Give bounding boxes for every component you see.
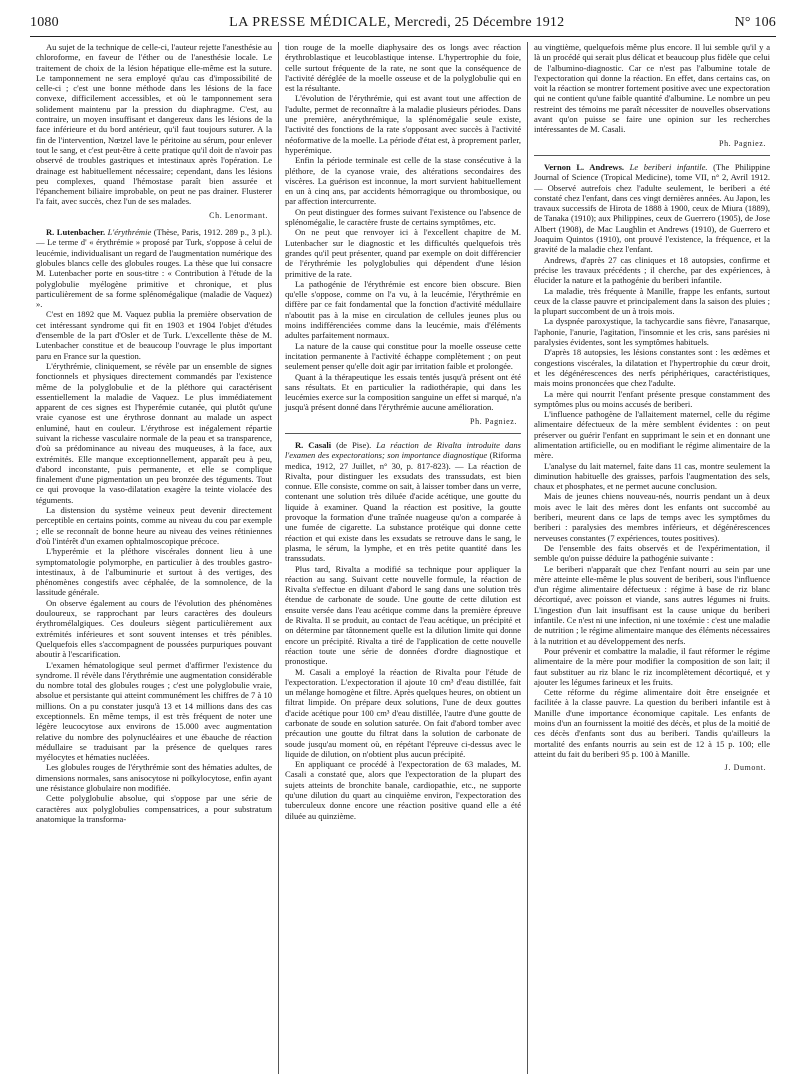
columns <box>30 42 776 1074</box>
paragraph: Cette réforme du régime alimentaire doit être enseignée et facilitée à la classe pauvre. La question du beriberi infantile est à Manille d'une importance économique capitale. Les enfants de moins d'un an fournissent la moitié des décès, et plus de la moitié de ces décès d'enfants sont dus au beriberi. Tandis qu'ailleurs la mortalité des enfants nourris au sein est de 12 à 15 p. 100; elle atteint du fait du beriberi 95 p. 100 à Manille. <box>534 687 770 759</box>
signature: Ph. Pagniez. <box>719 138 766 148</box>
review-text: — La réaction de Rivalta, pour distinguer les exsudats des transsudats, est bien connue. Elle consiste, comme on sait, à laisser tomber dans un verre, contenant une solution très diluée d'acide acétique, une goutte du liquide à examiner. Quand la réaction est positive, la goutte provoque la formation d'une traînée nuageuse qu'on a comparée à une fumée de cigarette. La substance protéique qui donne cette réaction et qui existe dans les exsudats se retrouve dans le sang, le plasma, le sérum, la lymphe, et en très petite quantité dans les transsudats. <box>285 460 521 564</box>
paragraph: La mère qui nourrit l'enfant présente presque constamment des symptômes plus ou moins accusés de beriberi. <box>534 388 770 409</box>
review-text: — Observé autrefois chez l'adulte seulement, le beriberi a été constaté chez l'enfant, dans ces vingt dernières années. Au Japon, les travaux successifs de Hirota de 1888 à 1900, ceux de Miura (1889), de Tanaka (1910); aux Philippines, ceux de Guerrero (1905), de Jose Albert (1908), de Mac Laughlin et Andrews (1910), de Guerrero et Joaquim Quintos (1910), ont prouvé l'existence, la fréquence, et la gravité de la maladie chez l'enfant. <box>534 182 770 255</box>
paragraph: C'est en 1892 que M. Vaquez publia la première observation de cet intéressant syndrome qui fit en 1903 et 1904 l'objet d'études d'ensemble de la part d'Osler et de Turk. L'excellente thèse de M. Lutenbacher constitue et de beaucoup l'ouvrage le plus important paru en France sur la question. <box>36 309 272 361</box>
column-2 <box>278 42 527 1074</box>
paragraph: La pathogénie de l'érythrémie est encore bien obscure. Bien qu'elle s'oppose, comme on l'a vu, à la leucémie, l'érythrémie en diffère par ce fait fondamental que la fonction d'activité médullaire n'aboutit pas à la mise en circulation de cellules jeunes plus ou moins indifférenciées comme dans la leucémie, mais d'éléments adultes parfaitement normaux. <box>285 278 521 341</box>
section-divider <box>285 433 521 434</box>
column-1 <box>30 42 278 1074</box>
paragraph: On observe également au cours de l'évolution des phénomènes douloureux, se rapprochant par leurs caractères des douleurs érythromélalgiques. Ces douleurs siègent particulièrement aux extrémités inférieures et sont souvent intenses et très pénibles. Quelquefois elles s'accompagnent de poussées purpuriques pouvant aboutir à l'escarification. <box>36 597 272 660</box>
paragraph: tion rouge de la moelle diaphysaire des os longs avec réaction érythroblastique et leucoblastique intense. L'hypertrophie du foie, celle surtout fréquente de la rate, ne sont que la conséquence de l'activité déréglée de la moelle osseuse et de la polyglobulie qui en est la résultante. <box>285 42 521 94</box>
paragraph: Quant à la thérapeutique les essais tentés jusqu'à présent ont été sans résultats. Et en particulier la radiothérapie, qui dans les leucémies exerce sur la composition sanguine un effet si marqué, n'a jusqu'à présent donné dans l'érythrémie aucune amélioration. <box>285 371 521 413</box>
paragraph: Mais de jeunes chiens nouveau-nés, nourris pendant un à deux mois avec le lait des mères dont les enfants ont succombé au beriberi, meurent dans ce laps de temps avec les symptômes du beriberi : paralysies des membres inférieurs, et dégénérescences nerveuses constantes (7 expériences, toutes positives). <box>534 491 770 543</box>
review-lead <box>285 440 521 564</box>
section-divider <box>534 155 770 156</box>
paragraph: Cette polyglobulie absolue, qui s'oppose par une série de caractères aux polyglobulies compensatrices, a pour substratum anatomique la transforma- <box>36 793 272 824</box>
review-reference: (Riforma medica, 1912, 27 Juillet, n° 30, p. 817-823). <box>285 450 521 471</box>
review-text: — Le terme d' « érythrémie » proposé par Turk, s'oppose à celui de leucémie, individualisant un regard de l'augmentation numérique des globules blancs celle des globules rouges. La thèse que lui consacre M. Lutenbacher porte en sous-titre : « Contribution à l'étude de la polyglobulie myélogène primitive et chronique, et plus particulièrement de sa forme splénomégalique (maladie de Vaquez) ». <box>36 237 272 310</box>
paragraph: M. Casali a employé la réaction de Rivalta pour l'étude de l'expectoration. L'expectoration il ajoute 10 cm³ d'eau distillée, fait un mélange homogène et filtre. Après quelques heures, on obtient un filtrat limpide. On prépare deux solutions, l'une de deux gouttes d'acide acétique pour 100 cm³ d'eau distillée, l'autre d'une goutte de carbonate de soude en solution saturée. On fait d'abord tomber avec précaution une goutte du filtrat dans la solution de carbonate de soude jusqu'au moment où, en répétant l'épreuve ci-dessus avec le liquide de dilution, on n'obtient plus aucun précipité. <box>285 666 521 759</box>
paragraph: En appliquant ce procédé à l'expectoration de 63 malades, M. Casali a constaté que, alors que l'expectoration de la plupart des sujets atteints de bronchite banale, cardiopathie, etc., ne supporte qu'une dilution du quart au cinquième environ, l'expectoration des tuberculeux donne encore une réaction positive quand elle a été diluée au quinzième. <box>285 759 521 821</box>
paragraph: La distension du système veineux peut devenir directement perceptible en certains points, comme au niveau du cou par exemple ; elle se reconnaît de bonne heure au niveau des veines rétiniennes d'où l'intérêt d'un examen ophtalmoscopique précoce. <box>36 505 272 546</box>
review-title: Le beriberi infantile. <box>629 161 708 172</box>
paragraph: L'analyse du lait maternel, faite dans 11 cas, montre seulement la diminution habituelle des graisses, parfois l'augmentation des sels, chaux et phosphates, et ne permet aucune conclusion. <box>534 460 770 492</box>
paragraph: Les globules rouges de l'érythrémie sont des hématies adultes, de dimensions normales, sans anisocytose ni poïkylocytose, enfin ayant une résistance globulaire non modifiée. <box>36 762 272 794</box>
paragraph: L'érythrémie, cliniquement, se révèle par un ensemble de signes fonctionnels et physiques directement commandés par l'existence même de la polyglobulie et de la pléthore qui caractérisent essentiellement la maladie de Vaquez. Le plus immédiatement apparent de ces signes est l'hyperémie cutanée, qui plutôt qu'une vraie cyanose est une érythrose donnant au malade un aspect enluminé, haut en couleur. L'érythrose est inégalement répartie suivant la richesse vasculaire normale de la peau et sa transparence, d'où sa prédominance au niveau des muqueuses, à la face, aux extrémités. Elle manque exceptionnellement, apparaît peu à peu, d'abord inconstante, puis permanente, et elle se complique finalement d'une pigmentation un peu bronzée des téguments. Tout ce qui provoque la vaso-dilatation exagère la teinte violacée des téguments. <box>36 360 272 505</box>
review-author: R. Lutenbacher. <box>46 227 106 238</box>
paragraph: L'influence pathogène de l'allaitement maternel, celle du régime alimentaire défectueux de la mère semblent évidentes : on peut préserver ou guérir l'enfant en supprimant le sein et en donnant une alimentation artificielle, ou en modifiant le régime alimentaire de la mère. <box>534 409 770 461</box>
paragraph: La dyspnée paroxystique, la tachycardie sans fièvre, l'anasarque, l'aphonie, l'anurie, l'agitation, l'insomnie et les cris, sans parésies ni paralysies évidentes, sont les symptômes habituels. <box>534 316 770 348</box>
page-header <box>30 12 776 34</box>
masthead <box>229 15 564 31</box>
paragraph: L'examen hématologique seul permet d'affirmer l'existence du syndrome. Il révèle dans l'érythrémie une augmentation considérable du nombre total des globules rouges ; c'est une polyglobulie vraie, absolue et persistante qui atteint communément les chiffres de 7 à 10 millions. On a pu constater jusqu'à 13 et 14 millions dans des cas exceptionnels. En même temps, il est très fréquent de noter une légère leucocytose aux environs de 15.000 avec augmentation relative du nombre des polynucléaires et une ébauche de réaction médullaire se traduisant par la présence de quelques rares myélocytes et hématies nucléées. <box>36 659 272 763</box>
signature: J. Dumont. <box>724 763 766 773</box>
review-title: L'érythrémie <box>107 227 152 238</box>
paragraph: D'après 18 autopsies, les lésions constantes sont : les œdèmes et congestions viscérales, la dilatation et l'hypertrophie du cœur droit, et les dégénérescences des nerfs périphériques, caractéristiques, mais moins prononcées que chez l'adulte. <box>534 347 770 389</box>
paragraph: La maladie, très fréquente à Manille, frappe les enfants, surtout ceux de la classe pauvre et principalement dans la saison des pluies ; la plupart succombent de un à trois mois. <box>534 285 770 317</box>
paragraph: Plus tard, Rivalta a modifié sa technique pour appliquer la réaction au sang. Suivant cette nouvelle formule, la réaction de Rivalta s'effectue en diluant d'abord le sang dans une solution très étendue de carbonate de soude. Une goutte de cette dilution est ensuite versée dans l'eau acétique comme dans la première épreuve de Rivalta. Il se produit, au contact de l'eau acétique, un précipité et on détermine par tâtonnement quelle est la dilution limite qui donne encore un précipité. Rivalta a tiré de l'application de cette nouvelle réaction toute une série de données d'ordre diagnostique et pronostique. <box>285 563 521 667</box>
paragraph: Andrews, d'après 27 cas cliniques et 18 autopsies, confirme et précise les travaux précédents ; il cherche, par des expériences, à élucider la nature et la pathogénie du beriberi infantile. <box>534 254 770 286</box>
paragraph: au vingtième, quelquefois même plus encore. Il lui semble qu'il y a là un procédé qui serait plus délicat et beaucoup plus fidèle que celui de l'albumino-diagnostic. Car ce n'est pas l'albumine totale de l'expectoration qui donne la réaction. En effet, dans certains cas, on voit la réaction se montrer fortement positive avec une expectoration qui ne contient qu'une faible quantité d'albumine. Le nombre un peu restreint des témoins me paraît nécessiter de nouvelles observations avant qu'on puisse se faire une opinion sur les recherches intéressantes de M. Casali. <box>534 42 770 135</box>
review-author: R. Casali <box>295 439 332 450</box>
review-author: Vernon L. Andrews. <box>544 161 625 172</box>
review-place: (de Pise). <box>336 439 372 450</box>
paragraph: Enfin la période terminale est celle de la stase consécutive à la pléthore, de la cyanose vraie, des altérations secondaires des viscères. La guérison est inconnue, la mort survient habituellement en un à cinq ans, par accidents hémorragique ou thrombosique, ou par affection intercurrente. <box>285 155 521 207</box>
paragraph: Au sujet de la technique de celle-ci, l'auteur rejette l'anesthésie au chloroforme, en faveur de l'éther ou de l'anesthésie locale. Le traitement de choix de la lésion hépatique elle-même est la suture. Le tamponnement ne sera employé qu'au cas d'impossibilité de celle-ci ; c'est une bonne méthode dans les lésions de la face convexe, difficilement accessibles, et où le tamponnement sera solidement maintenu par la pression du diaphragme. C'est, au contraire, un moyen insuffisant et dangereux dans les lésions de la face inférieure et du bord antérieur, qu'il faut toujours suturer. A la fin de l'intervention, Nœtzel lave le péritoine au sérum, pour enlever tout le sang, et c'est peut-être à cette pratique qu'il doit de n'avoir pas observé de troubles gastriques et intestinaux après l'opération. Le drainage est habituellement nécessaire; cependant, dans les lésions peu complexes, quand l'hémostase paraît bien assurée et l'épanchement biliaire improbable, on peut ne pas drainer. Flusterer l'a fait, avec succès, chez l'un de ses malades. <box>36 42 272 207</box>
review-lead <box>534 162 770 255</box>
signature: Ph. Pagniez. <box>470 416 517 426</box>
review-lead <box>36 227 272 309</box>
issue-date: , Mercredi, 25 Décembre 1912 <box>386 15 565 30</box>
paragraph: Pour prévenir et combattre la maladie, il faut réformer le régime alimentaire de la mère pour modifier la composition de son lait; il faut substituer au riz blanc le riz incomplètement décortiqué, et y ajouter les légumes farineux et les fruits. <box>534 645 770 687</box>
issue-number: N° 106 <box>734 15 776 30</box>
review-title: La réaction de Rivalta introduite dans l'examen des expectorations; son importance diagnostique <box>285 439 522 461</box>
paragraph: On ne peut que renvoyer ici à l'excellent chapitre de M. Lutenbacher sur le diagnostic et les difficultés quelquefois très grandes qu'il peut présenter, quand par exemple on doit différencier de l'érythrémie les polyglobulies qui dépendent d'une lésion primitive de la rate. <box>285 227 521 279</box>
review-reference: (The Philippine Journal of Science (Tropical Medicine), tome VII, n° 2, Avril 1912. <box>534 161 770 183</box>
signature: Ch. Lenormant. <box>209 210 268 220</box>
column-3 <box>527 42 776 1074</box>
paragraph: L'évolution de l'érythrémie, qui est avant tout une affection de l'adulte, permet de reconnaître à la maladie plusieurs périodes. Dans une première, anérythrémique, la splénomégalie seule existe, l'activité des fonctions de la rate s'opposant avec succès à l'activité néoformative de la moelle. La période d'état est, à proprement parler, hyperémique. <box>285 93 521 155</box>
paragraph: On peut distinguer des formes suivant l'existence ou l'absence de splénomégalie, le caractère fruste de certains symptômes, etc. <box>285 206 521 228</box>
paper-name: LA PRESSE MÉDICALE <box>229 15 387 30</box>
paragraph: De l'ensemble des faits observés et de l'expérimentation, il semble qu'on puisse déduire la pathogénie suivante : <box>534 542 770 564</box>
header-rule <box>30 36 776 37</box>
review-reference: (Thèse, Paris, 1912. 289 p., 3 pl.). <box>153 227 272 238</box>
paragraph: La nature de la cause qui constitue pour la moelle osseuse cette incitation permanente à l'activité échappe complètement ; on peut seulement penser qu'elle doit agir par irritation faible et prolongée. <box>285 340 521 372</box>
paragraph: L'hyperémie et la pléthore viscérales donnent lieu à une symptomatologie polymorphe, en particulier à des troubles gastro-intestinaux, à de l'albuminurie et surtout à des vertiges, des phénomènes congestifs avec céphalée, de la somnolence, de la lassitude générale. <box>36 546 272 598</box>
page-number: 1080 <box>30 15 59 30</box>
paragraph: Le beriberi n'apparaît que chez l'enfant nourri au sein par une mère atteinte elle-même le plus souvent de beriberi, sous l'influence d'un régime alimentaire défectueux : régime à base de riz blanc décortiqué, avec poisson et viande, sans autres légumes ni fruits. L'ingestion d'un lait insuffisant est la cause unique du beriberi infantile. Ce n'est ni une infection, ni une toxémie : c'est une maladie de nutrition ; le régime alimentaire manque des éléments nécessaires à la nutrition et au développement des nerfs. <box>534 563 770 646</box>
